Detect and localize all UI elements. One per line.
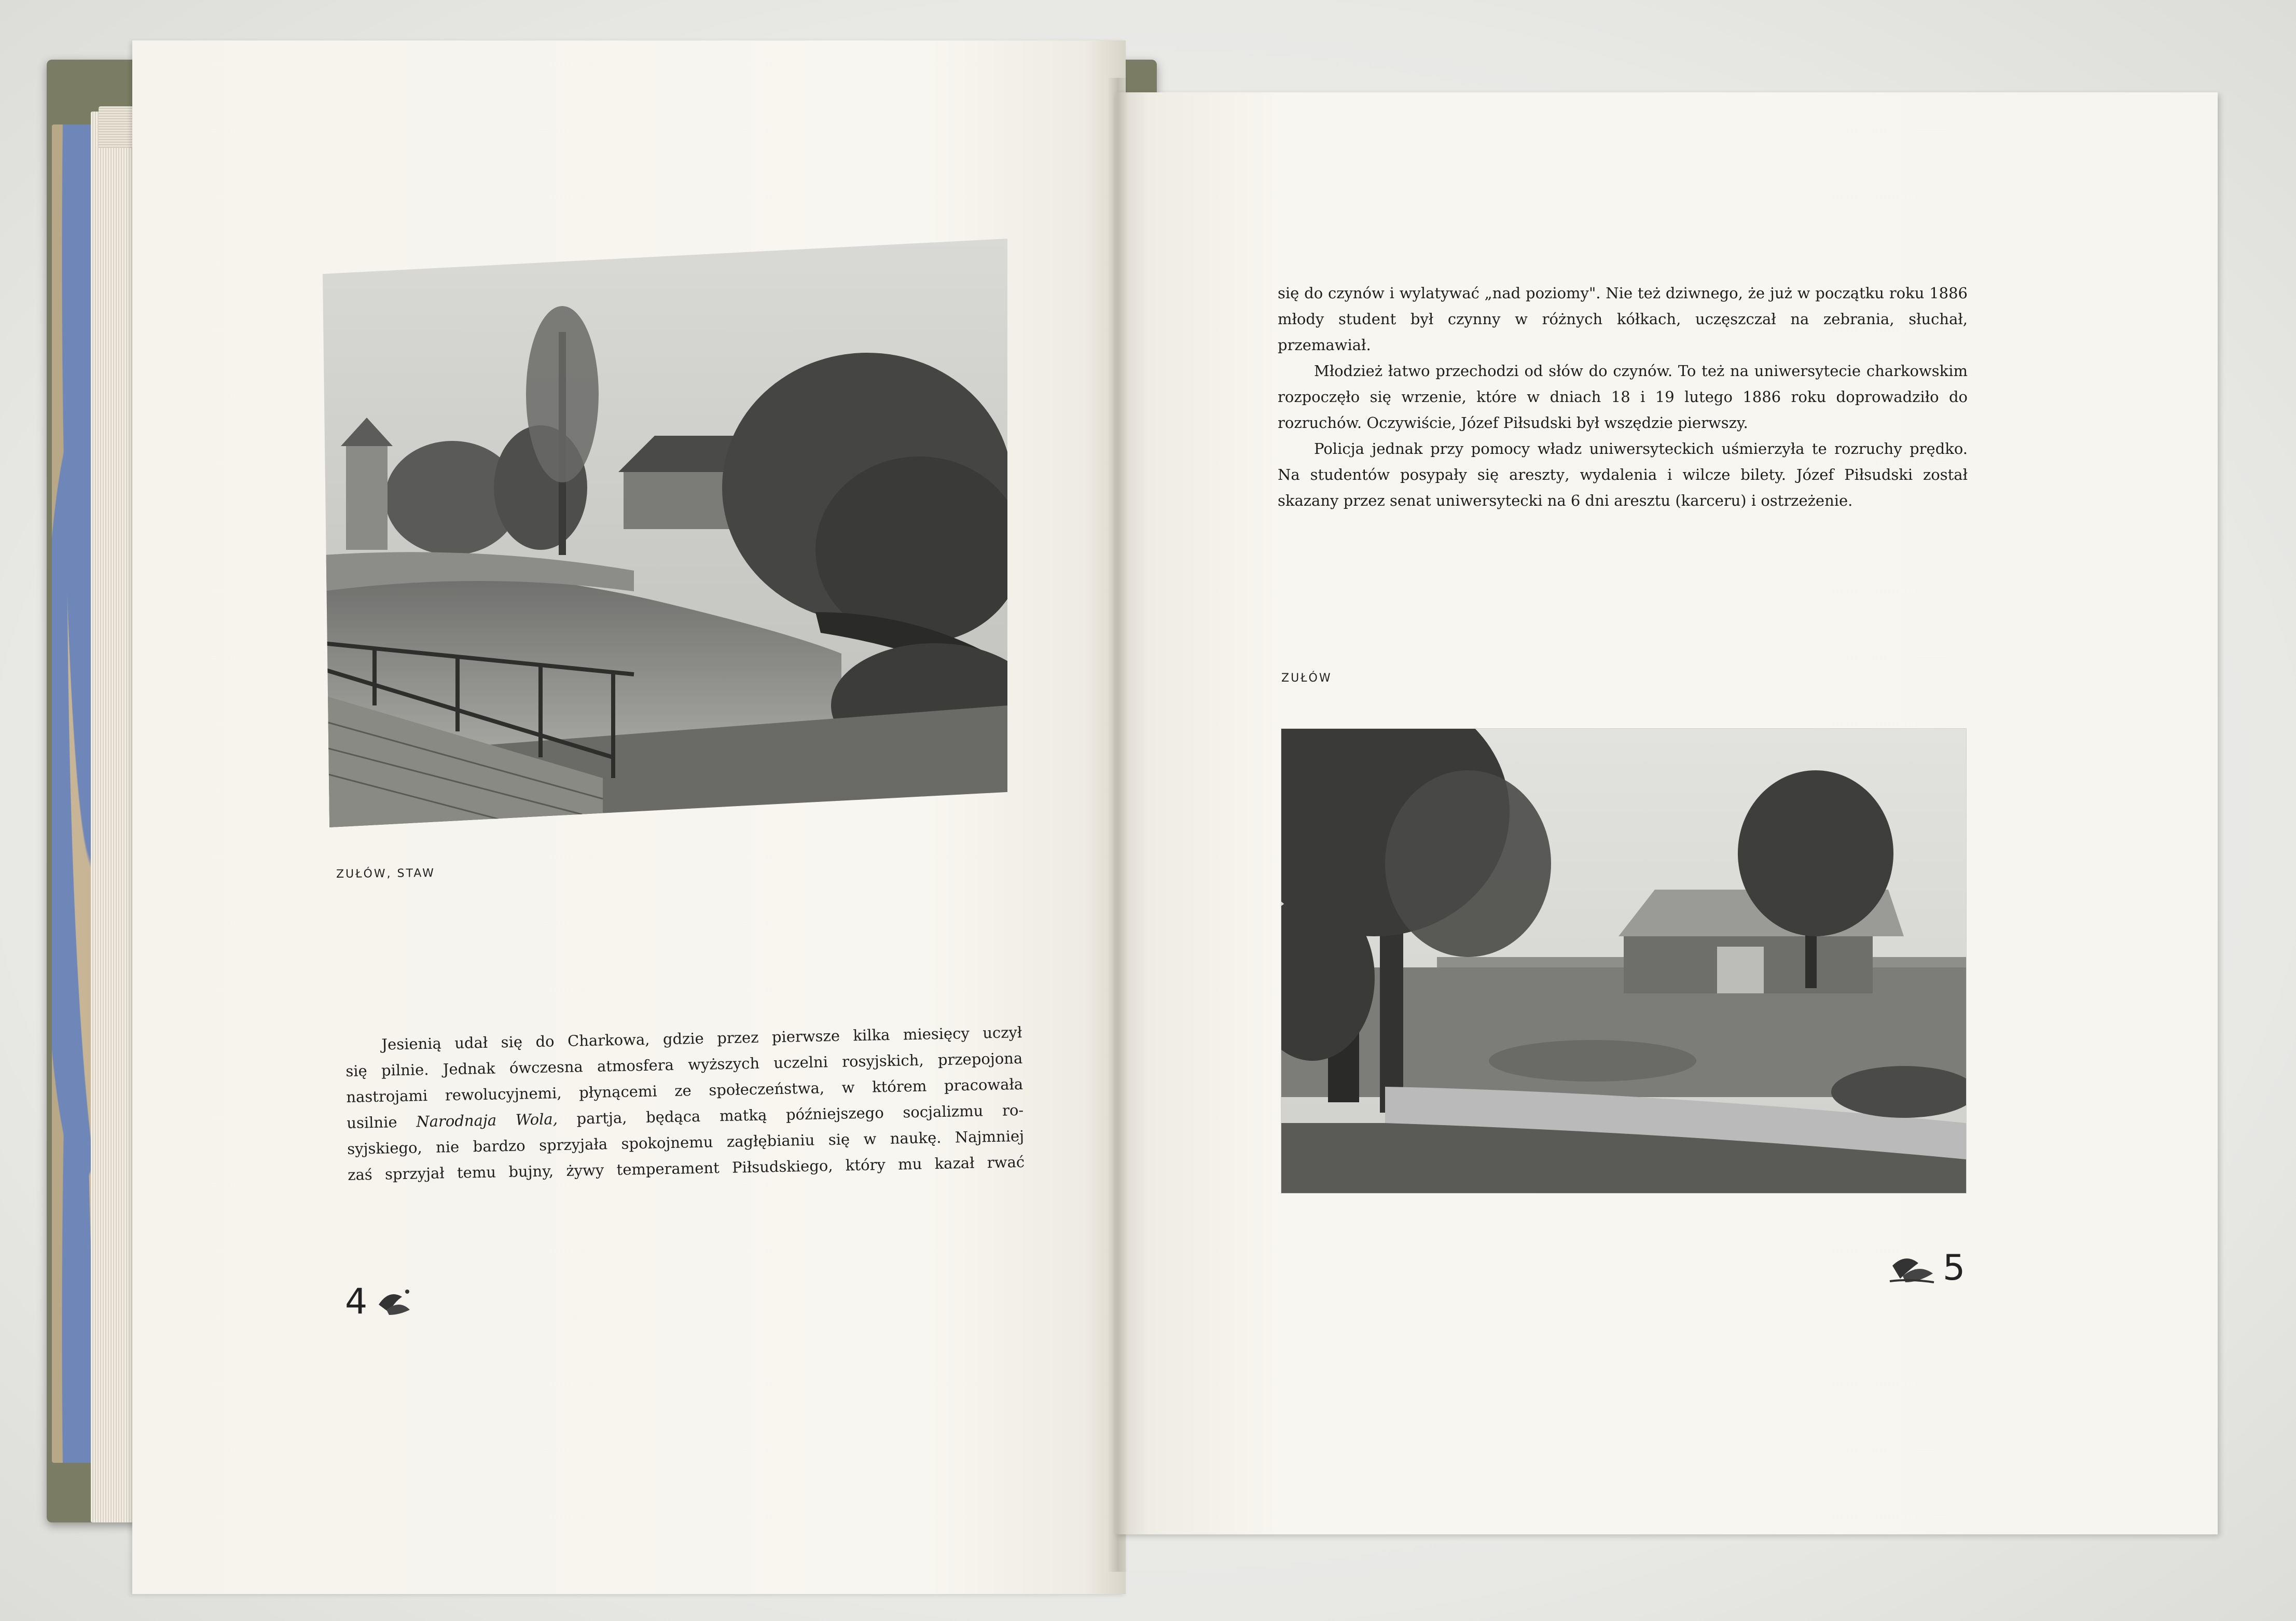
book-gutter [1108,78,1128,1572]
page-number-text: 4 [345,1281,368,1322]
text-fragment: usilnie [347,1113,397,1132]
paragraph: się do czynów i wylatywać „nad poziomy". Nie też dziwnego, że już w początku roku 1886 młody student był czynny w różnych kółkach, uczęszczał na zebrania, słuchał, przemawiał. [1278,284,1968,354]
text-line: zaś sprzyjał temu bujny, żywy temperament Piłsudskiego, który mu kazał rwać [347,1153,1025,1184]
text-line: syjskiego, nie bardzo sprzyjała spokojnemu zagłębianiu się w naukę. Najmniej [347,1127,1025,1158]
text-line: nastrojami rewolucyjnemi, płynącemi ze społeczeństwa, w którem pracowała [346,1075,1023,1106]
text-line: Jesienią udał się do Charkowa, gdzie przez pierwsze kilka miesięcy uczył [381,1023,1022,1054]
right-photo-caption: ZUŁÓW [1281,672,1332,685]
left-page-number [345,1281,415,1322]
pond-landscape-photo [323,239,1007,827]
left-photo-caption: ZUŁÓW, STAW [336,867,436,881]
right-page-body-text [1278,280,1968,514]
text-fragment: partja, będąca matką późniejszego socjalizmu ro- [576,1101,1024,1128]
paragraph: Młodzież łatwo przechodzi od słów do czynów. To też na uniwersytecie charkowskim rozpoczęło się wrzenie, które w dniach 18 i 19 lutego 1886 roku doprowadziło do rozruchów. Oczywiście, Józef Piłsudski był wszędzie pierwszy. [1278,362,1968,432]
left-page-body-text [345,1019,1025,1188]
right-page-number [1887,1248,1965,1289]
italic-party-name: Narodnaja Wola, [416,1110,558,1131]
text-line: się pilnie. Jednak ówczesna atmosfera wyższych uczelni rosyjskich, przepojona [345,1049,1023,1080]
page-number-text: 5 [1943,1248,1966,1289]
paragraph: Policja jednak przy pomocy władz uniwersyteckich uśmierzyła te rozruchy prędko. Na studentów posypały się aresztу, wydalenia i wilcze bilety. Józef Piłsudski został skazany przez senat uniwersytecki na 6 dni aresztu (karceru) i ostrzeżenie. [1278,440,1968,509]
leaf-ornament-icon [374,1284,415,1320]
leaf-ornament-icon [1887,1250,1937,1286]
farmhouse-landscape-photo [1281,729,1966,1193]
